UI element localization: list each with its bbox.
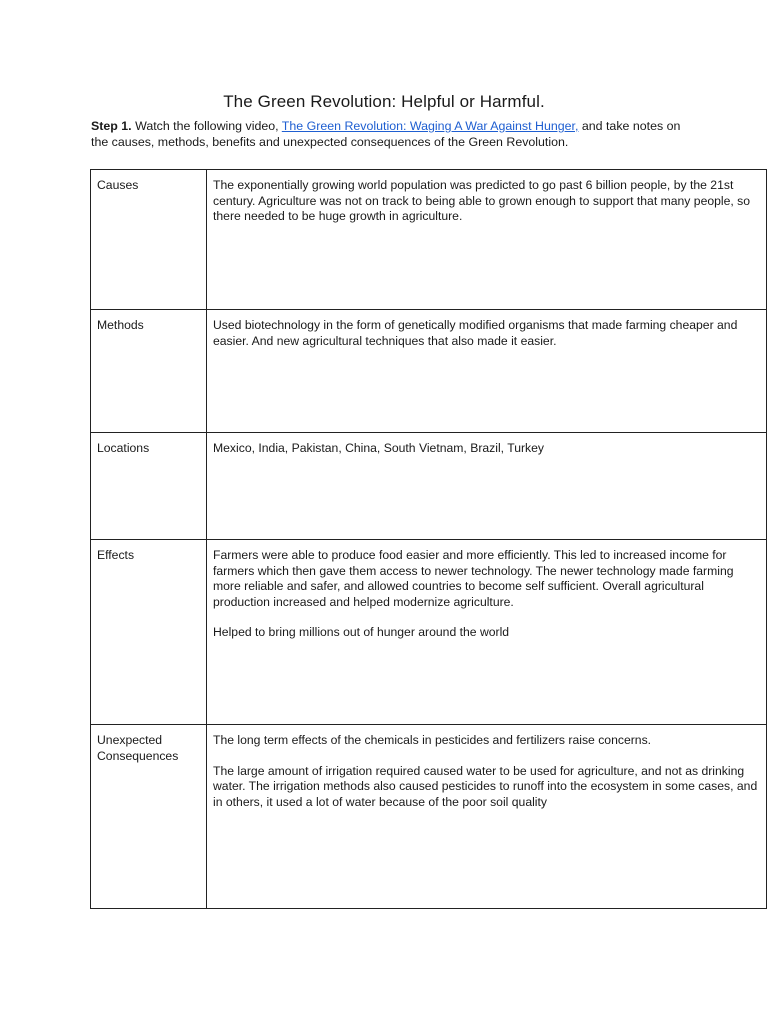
step-instructions [91, 118, 681, 150]
row-label-causes: Causes [91, 170, 207, 310]
effects-text-2: Helped to bring millions out of hunger around the world [213, 625, 510, 639]
table-row-effects [91, 540, 767, 725]
table-row-methods [91, 310, 767, 433]
step-text-after-link: and take notes on the causes, methods, benefits and unexpected consequences of the Green Revolution. [91, 119, 681, 149]
effects-text-1: Farmers were able to produce food easier and more efficiently. This led to increased income for farmers which then gave them access to newer technology. The newer technology made farming more reliable and safer, and allowed countries to become self sufficient. Overall agricultural production increased and helped modernize agriculture. [213, 548, 734, 609]
row-content-unexpected-consequences [207, 725, 767, 909]
row-content-methods [207, 310, 767, 433]
table-row-causes [91, 170, 767, 310]
unexpected-text-1: The long term effects of the chemicals in pesticides and fertilizers raise concerns. [213, 733, 652, 747]
row-label-locations: Locations [91, 433, 207, 540]
causes-text: The exponentially growing world population was predicted to go past 6 billion people, by the 21st century. Agriculture was not on track to being able to grown enough to support that many people, so there needed to be huge growth in agriculture. [213, 178, 751, 223]
unexpected-text-2: The large amount of irrigation required caused water to be used for agriculture, and not as drinking water. The irrigation methods also caused pesticides to runoff into the ecosystem in some cases, and in others, it used a lot of water because of the poor soil quality [213, 763, 758, 809]
table-row-locations [91, 433, 767, 540]
page-title [0, 92, 768, 112]
table-row-unexpected-consequences [91, 725, 767, 909]
row-label-methods: Methods [91, 310, 207, 433]
step-text-before-link: Watch the following video, [131, 119, 282, 133]
row-content-causes [207, 170, 767, 310]
row-content-locations [207, 433, 767, 540]
methods-text: Used biotechnology in the form of genetically modified organisms that made farming cheaper and easier. And new agricultural techniques that also made it easier. [213, 318, 738, 348]
step-label: Step 1. [91, 119, 132, 133]
notes-table [90, 169, 767, 909]
page-title-text: The Green Revolution: Helpful or Harmful. [223, 92, 545, 111]
row-label-unexpected-consequences: Unexpected Consequences [91, 725, 207, 909]
locations-text: Mexico, India, Pakistan, China, South Vietnam, Brazil, Turkey [213, 441, 545, 455]
row-content-effects [207, 540, 767, 725]
video-link[interactable]: The Green Revolution: Waging A War Against Hunger, [281, 119, 579, 133]
row-label-effects: Effects [91, 540, 207, 725]
